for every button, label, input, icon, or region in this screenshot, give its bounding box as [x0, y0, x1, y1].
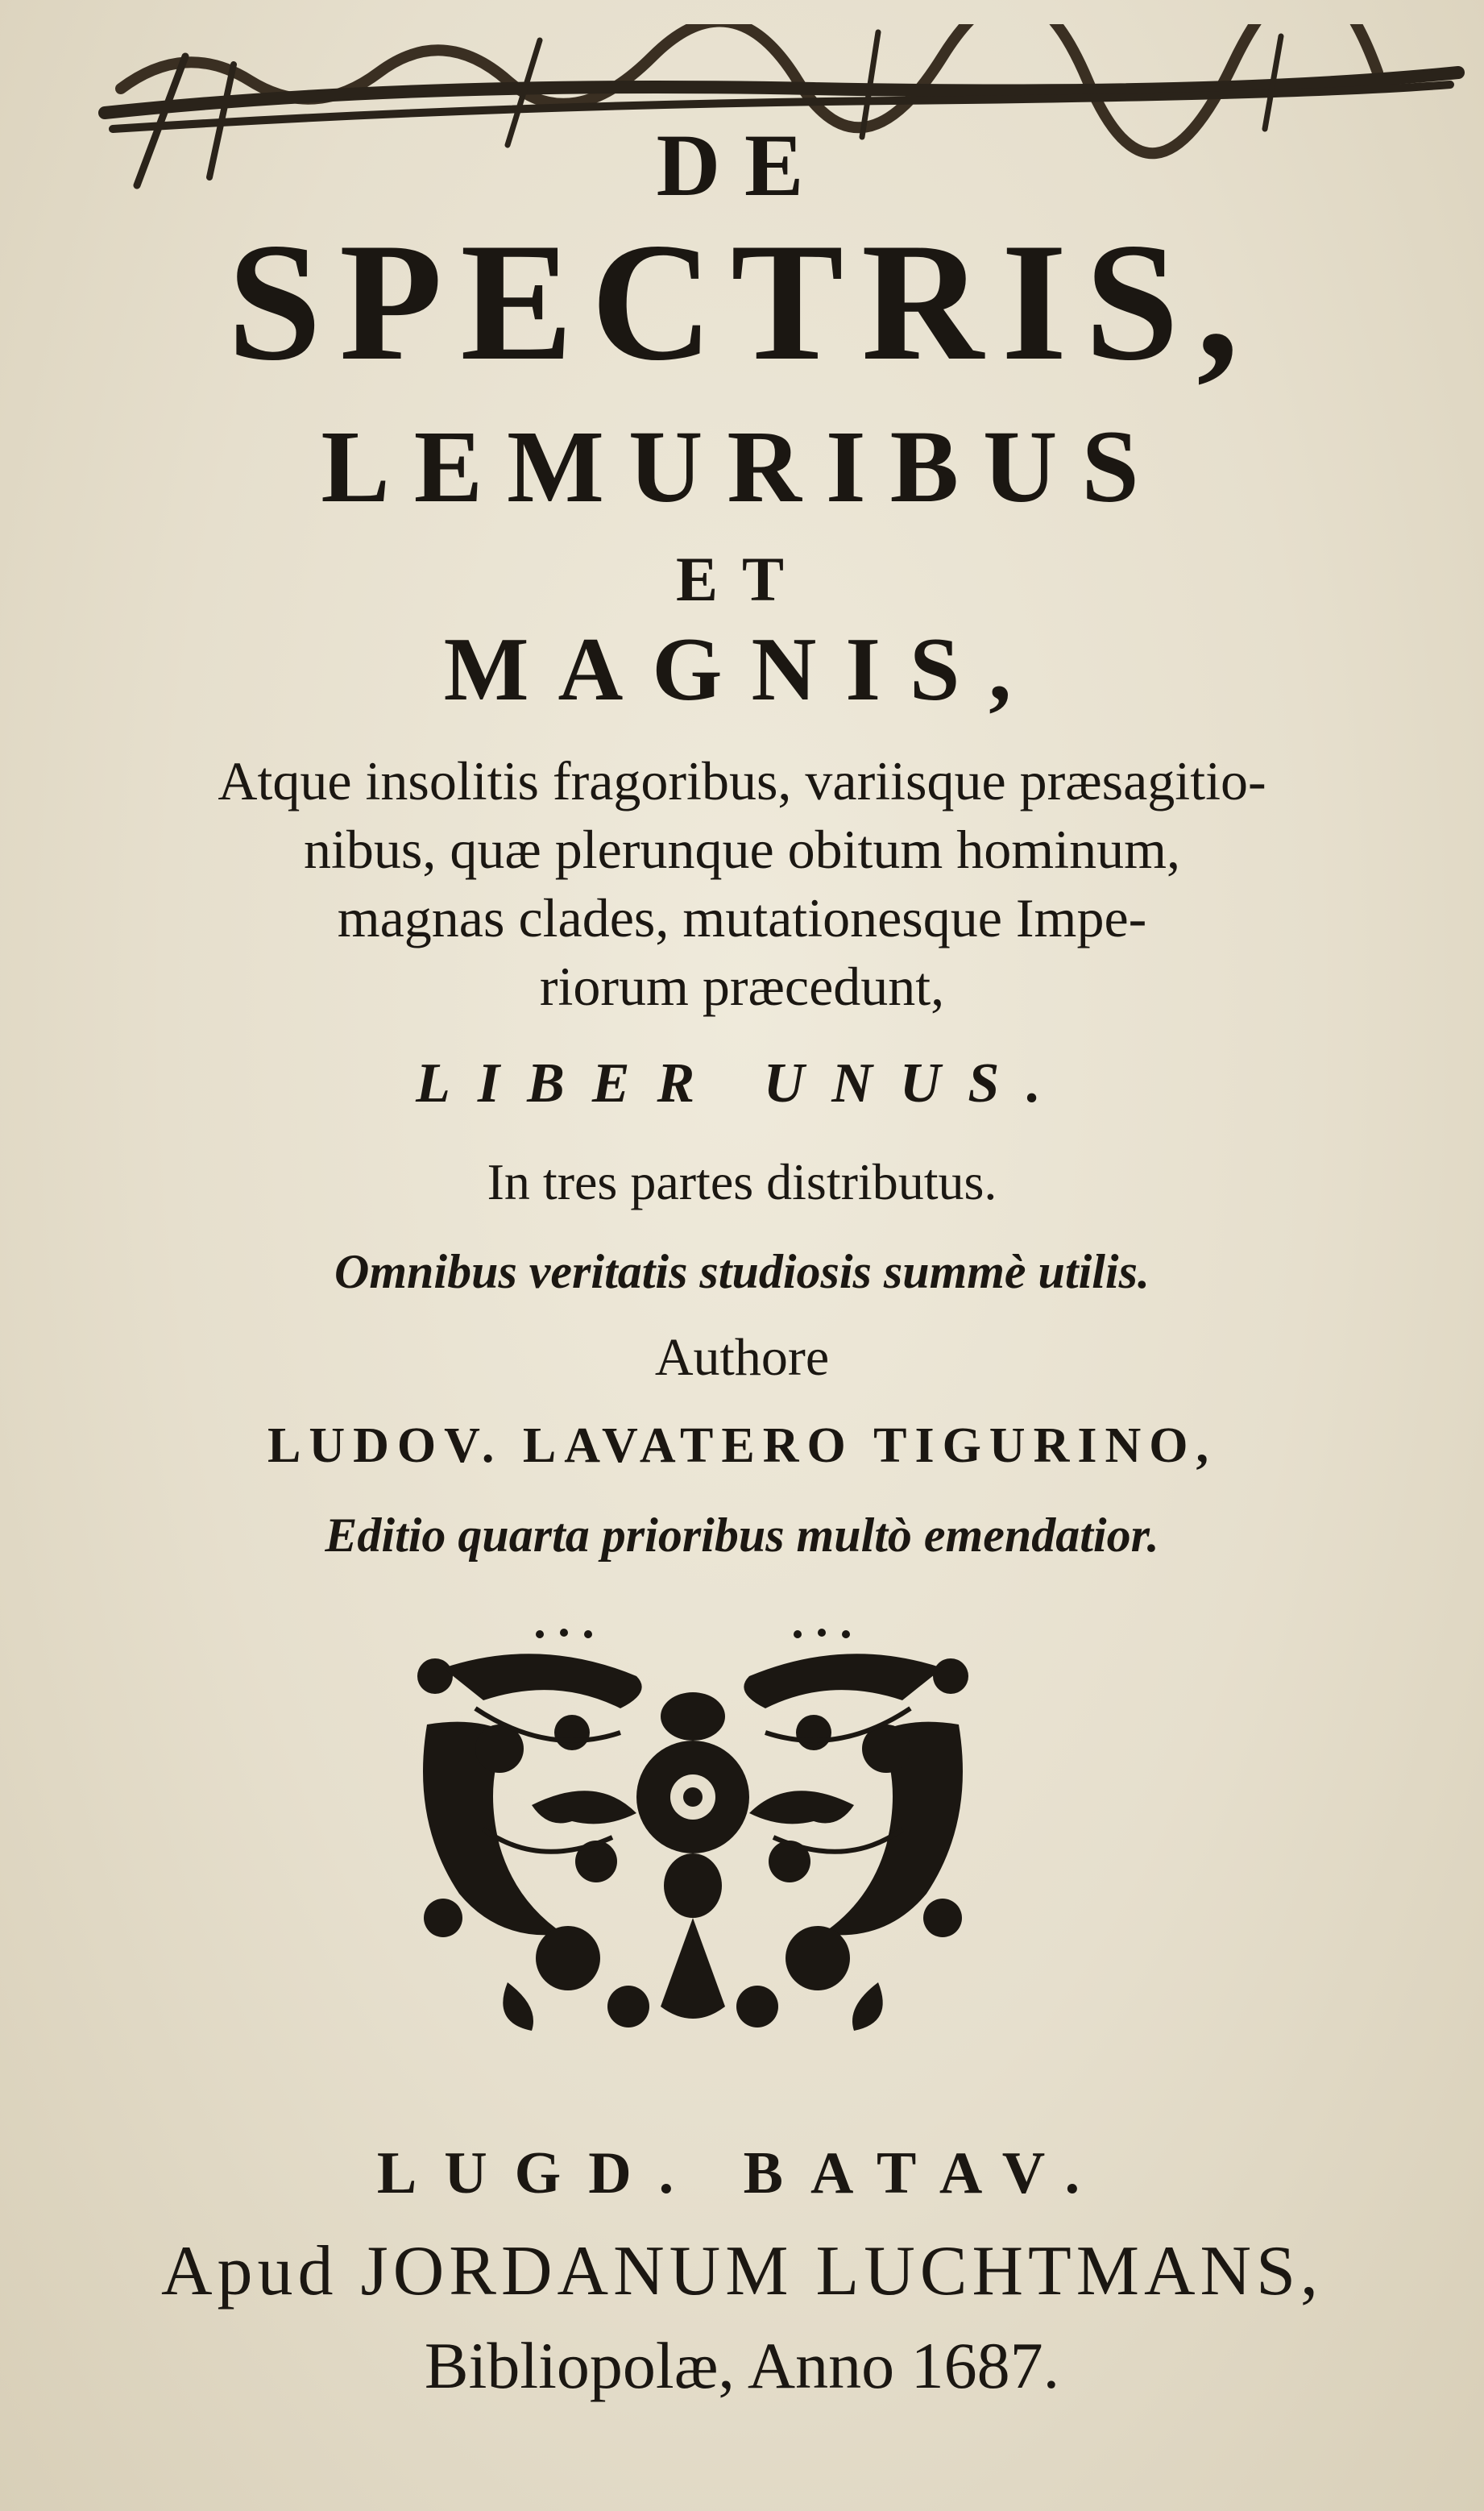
subtitle-line-4: riorum præcedunt, — [539, 956, 945, 1017]
title-lemuribus: LEMURIBUS — [321, 409, 1163, 524]
author-name: LUDOV. LAVATERO TIGURINO, — [267, 1418, 1217, 1473]
partes-line: In tres partes distributus. — [487, 1153, 997, 1210]
fleuron-ornament — [411, 1628, 975, 2047]
imprint-publisher: Apud JORDANUM LUCHTMANS, — [160, 2232, 1324, 2310]
utilis-line: Omnibus veritatis studiosis summè utilis. — [334, 1245, 1150, 1298]
subtitle-line-3: magnas clades, mutationesque Impe- — [337, 887, 1147, 948]
liber-unus: LIBER UNUS. — [416, 1052, 1068, 1114]
editio-line: Editio quarta prioribus multò emendatior. — [325, 1509, 1159, 1562]
title-magnis: MAGNIS, — [443, 620, 1041, 720]
imprint-year: Bibliopolæ, Anno 1687. — [424, 2329, 1060, 2402]
title-spectris: SPECTRIS, — [227, 209, 1257, 396]
imprint-place: LUGD. BATAV. — [376, 2140, 1108, 2206]
subtitle-line-2: nibus, quæ plerunque obitum hominum, — [304, 819, 1180, 880]
authore-label: Authore — [654, 1328, 830, 1387]
title-et: ET — [675, 544, 809, 614]
subtitle-line-1: Atque insolitis fragoribus, variisque præsagitio- — [218, 750, 1266, 811]
title-de: DE — [656, 116, 828, 214]
